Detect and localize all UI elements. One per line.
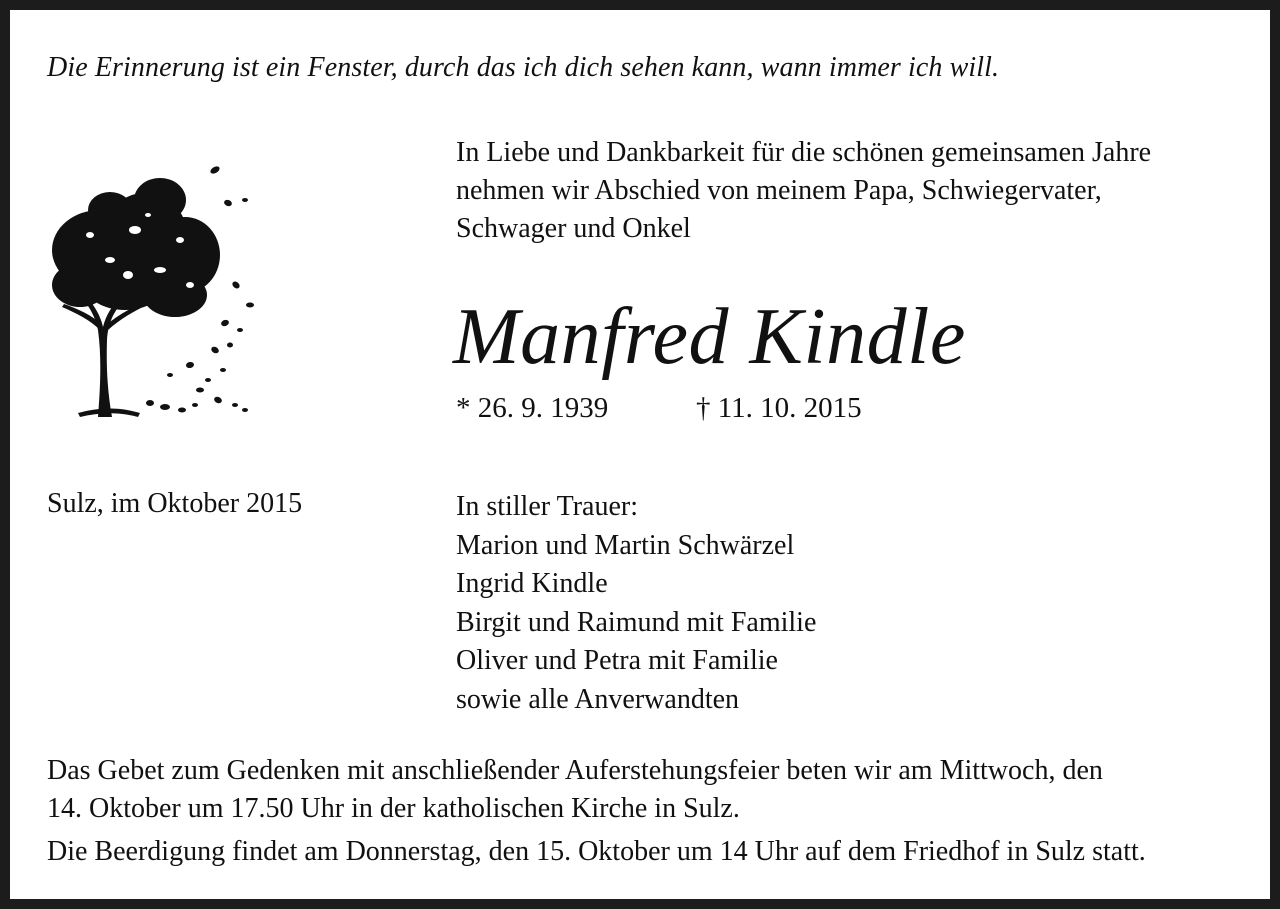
- mourners-heading: In stiller Trauer:: [456, 491, 638, 522]
- intro-line: Schwager und Onkel: [456, 213, 691, 244]
- service-line: 14. Oktober um 17.50 Uhr in der katholischen Kirche in Sulz.: [47, 793, 740, 824]
- service-line: Das Gebet zum Gedenken mit anschließender Auferstehungsfeier beten wir am Mittwoch, den: [47, 755, 1103, 786]
- intro-line: nehmen wir Abschied von meinem Papa, Schwiegervater,: [456, 175, 1102, 206]
- intro-text: [456, 134, 1151, 248]
- burial-notice: Die Beerdigung findet am Donnerstag, den 15. Oktober um 14 Uhr auf dem Friedhof in Sulz statt.: [47, 836, 1146, 867]
- intro-line: In Liebe und Dankbarkeit für die schönen gemeinsamen Jahre: [456, 137, 1152, 168]
- place-and-date: Sulz, im Oktober 2015: [47, 488, 303, 519]
- tree-with-blowing-leaves-icon: [40, 155, 255, 420]
- mourner-entry: Birgit und Raimund mit Familie: [456, 606, 817, 638]
- mourners-list: [456, 488, 816, 719]
- mourner-entry: sowie alle Anverwandten: [456, 683, 740, 715]
- memorial-quote: Die Erinnerung ist ein Fenster, durch das ich dich sehen kann, wann immer ich will.: [47, 52, 1000, 83]
- service-notice: [47, 752, 1103, 828]
- mourner-entry: Oliver und Petra mit Familie: [456, 645, 778, 676]
- death-date: † 11. 10. 2015: [696, 392, 862, 424]
- mourner-entry: Ingrid Kindle: [456, 568, 608, 599]
- deceased-name: Manfred Kindle: [453, 293, 966, 381]
- birth-date: * 26. 9. 1939: [456, 392, 609, 424]
- mourner-entry: Marion und Martin Schwärzel: [456, 529, 795, 561]
